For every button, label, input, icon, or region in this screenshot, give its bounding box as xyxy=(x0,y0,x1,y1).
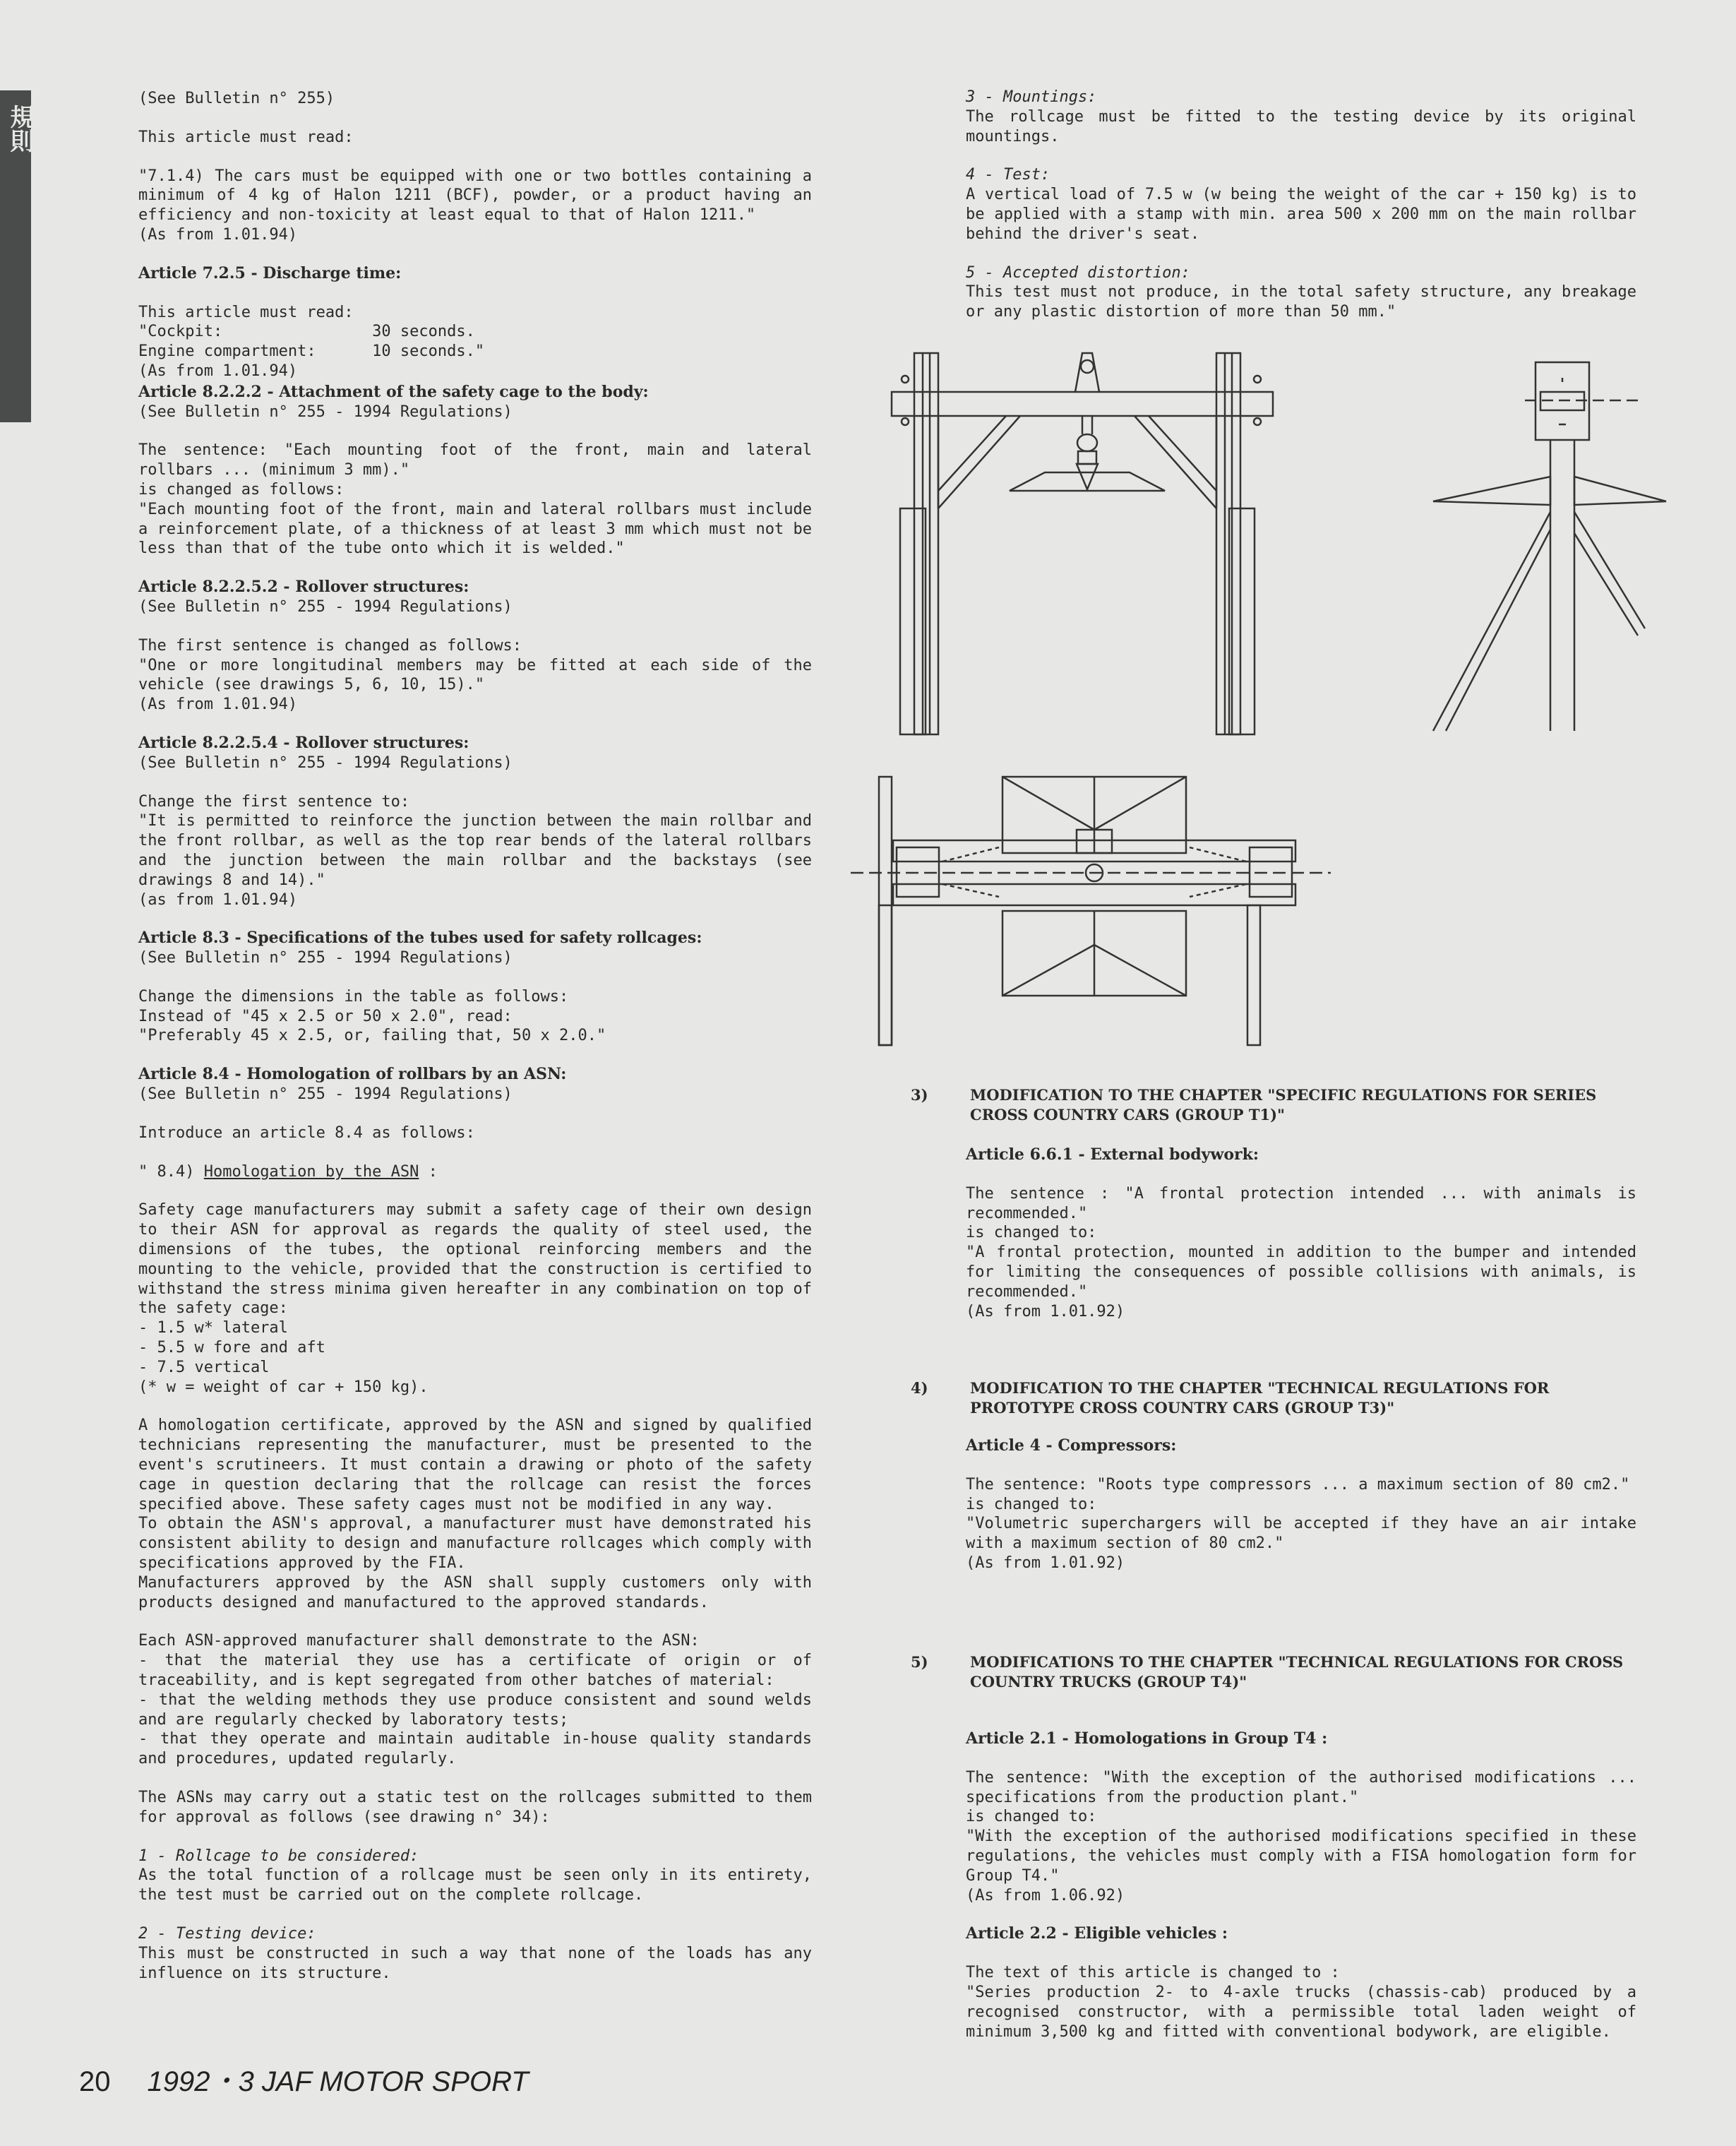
paragraph: (See Bulletin n° 255 - 1994 Regulations) xyxy=(138,949,513,967)
article-heading: Article 8.4 - Homologation of rollbars by an ASN: xyxy=(138,1065,567,1084)
italic-subheading: 2 - Testing device: xyxy=(138,1924,316,1943)
section-title: MODIFICATIONS TO THE CHAPTER "TECHNICAL REGULATIONS FOR CROSS COUNTRY TRUCKS (GROUP T4)" xyxy=(970,1653,1624,1691)
article-heading: Article 2.1 - Homologations in Group T4 : xyxy=(966,1729,1328,1748)
paragraph: The text of this article is changed to : "Series production 2- to 4-axle trucks (chassis-cab) produced by a recognised constructor, with a permissible total laden weight of minimum 3,500 kg and fitted with conventional bodywork, are eligible. xyxy=(966,1964,1636,2041)
underlined-heading: Homologation by the ASN xyxy=(203,1162,419,1181)
paragraph: Change the dimensions in the table as follows: Instead of "45 x 2.5 or 50 x 2.0", read: "Preferably 45 x 2.5, or, failing that, 50 x 2.0." xyxy=(138,987,606,1045)
paragraph: Safety cage manufacturers may submit a safety cage of their own design to their ASN for approval as regards the quality of steel used, the dimensions of the tubes, the optional reinforcing members and the mounting to the vehicle, provided that the construction is certified to withstand the stress minima given hereafter in any combination on top of the safety cage: - 1.5 w* lateral - 5.5 w fore and aft - 7.5 vertical (* w = weight of car + 150 kg). xyxy=(138,1201,812,1396)
paragraph: This article must read: xyxy=(138,128,354,146)
paragraph: (See Bulletin n° 255 - 1994 Regulations) xyxy=(138,753,513,772)
paragraph: "7.1.4) The cars must be equipped with one or two bottles containing a minimum of 4 kg of Halon 1211 (BCF), powder, or a product having an efficiency and non-toxicity at least equal to that of Halon 1211." (As from 1.01.94) xyxy=(138,167,812,244)
italic-subheading: 4 - Test: xyxy=(966,166,1050,184)
paragraph: The sentence : "A frontal protection intended ... with animals is recommended." is changed to: "A frontal protection, mounted in addition to the bumper and intended for limiting the consequences of possible collisions with animals, is recommended." (As from 1.01.92) xyxy=(966,1184,1636,1321)
side-tab-label: 規則 xyxy=(6,105,34,153)
paragraph: As the total function of a rollcage must be seen only in its entirety, the test must be carried out on the complete rollcage. xyxy=(138,1866,822,1904)
article-heading: Article 8.2.2.5.2 - Rollover structures: xyxy=(138,578,469,597)
text: : xyxy=(419,1162,438,1181)
paragraph: The sentence: "Each mounting foot of the front, main and lateral rollbars ... (minimum 3 mm)." is changed as follows: "Each mounting foot of the front, main and lateral rollbars must include a reinforcement plate, of a thickness of at least 3 mm which must not be less than that of the tube onto which it is welded." xyxy=(138,441,812,558)
article-heading: Article 8.2.2.2 - Attachment of the safety cage to the body: xyxy=(138,382,649,401)
paragraph: (See Bulletin n° 255 - 1994 Regulations) xyxy=(138,597,513,616)
article-heading: Article 2.2 - Eligible vehicles : xyxy=(966,1924,1228,1943)
paragraph: The rollcage must be fitted to the testing device by its original mountings. xyxy=(966,107,1646,145)
paragraph: Introduce an article 8.4 as follows: xyxy=(138,1123,475,1142)
section-title: MODIFICATION TO THE CHAPTER "SPECIFIC REGULATIONS FOR SERIES CROSS COUNTRY CARS (GROUP T1)" xyxy=(970,1086,1597,1123)
section-number: 5) xyxy=(911,1653,928,1671)
section-3-body xyxy=(966,1145,1636,1340)
paragraph: A homologation certificate, approved by the ASN and signed by qualified technicians representing the manufacturer, must be presented to the event's scrutineers. It must contain a drawing or photo of the safety cage in question declaring that the rollcage can resist the forces specified above. These safety cages must not be modified in any way. To obtain the ASN's approval, a manufacturer must have demonstrated his consistent ability to design and manufacture rollcages which comply with specifications approved by the FIA. Manufacturers approved by the ASN shall supply customers only with products designed and manufactured to the approved standards. xyxy=(138,1417,812,1611)
page-number: 20 xyxy=(79,2066,111,2097)
article-heading: Article 6.6.1 - External bodywork: xyxy=(966,1145,1259,1164)
paragraph: Each ASN-approved manufacturer shall demonstrate to the ASN: - that the material they use has a certificate of origin or of traceability, and is kept segregated from other batches of material: - that the welding methods they use produce consistent and sound welds and are regularly checked by laboratory tests; - that they operate and maintain auditable in-house quality standards and procedures, updated regularly. xyxy=(138,1632,812,1768)
paragraph: This test must not produce, in the total safety structure, any breakage or any plastic distortion of more than 50 mm." xyxy=(966,283,1646,321)
paragraph: The ASNs may carry out a static test on the rollcages submitted to them for approval as follows (see drawing n° 34): xyxy=(138,1788,822,1826)
paragraph: (See Bulletin n° 255 - 1994 Regulations) xyxy=(138,1085,513,1104)
article-heading: Article 8.2.2.5.4 - Rollover structures: xyxy=(138,733,469,752)
rollcage-test-rig-side-view xyxy=(1426,357,1673,738)
section-number: 4) xyxy=(911,1379,928,1397)
rollcage-test-rig-plan-view xyxy=(851,770,1331,1052)
section-number: 3) xyxy=(911,1086,928,1104)
paragraph: The first sentence is changed as follows: "One or more longitudinal members may be fitted at each side of the vehicle (see drawings 5, 6, 10, 15)." (As from 1.01.94) xyxy=(138,636,812,714)
right-column-top xyxy=(966,88,1646,341)
article-heading: Article 7.2.5 - Discharge time: xyxy=(138,263,402,282)
italic-subheading: 3 - Mountings: xyxy=(966,88,1097,106)
article-heading: Article 4 - Compressors: xyxy=(966,1436,1177,1455)
article-heading: Article 8.3 - Specifications of the tubes used for safety rollcages: xyxy=(138,929,702,948)
section-5-body xyxy=(966,1729,1636,2061)
paragraph: (See Bulletin n° 255) xyxy=(138,90,335,107)
section-4-body xyxy=(966,1436,1636,1592)
publication-title: 1992・3 JAF MOTOR SPORT xyxy=(147,2066,529,2097)
side-tab xyxy=(0,90,34,422)
paragraph: The sentence: "Roots type compressors ... a maximum section of 80 cm2." is changed to: "Volumetric superchargers will be accepted if they have an air intake with a maximum section of 80 cm2." (As from 1.01.92) xyxy=(966,1475,1636,1572)
italic-subheading: 5 - Accepted distortion: xyxy=(966,263,1190,282)
paragraph: This article must read: "Cockpit: 30 seconds. Engine compartment: 10 seconds." (As from 1.01.94) xyxy=(138,303,485,380)
paragraph: Change the first sentence to: "It is permitted to reinforce the junction between the main rollbar and the front rollbar, as well as the top rear bends of the lateral rollbars and the junction between the main rollbar and the backstays (see drawings 8 and 14)." (as from 1.01.94) xyxy=(138,792,812,909)
paragraph: (See Bulletin n° 255 - 1994 Regulations) xyxy=(138,403,513,421)
paragraph: This must be constructed in such a way that none of the loads has any influence on its structure. xyxy=(138,1944,822,1982)
rollcage-test-rig-front-view xyxy=(886,350,1281,738)
text: " 8.4) xyxy=(138,1162,204,1181)
italic-subheading: 1 - Rollcage to be considered: xyxy=(138,1847,419,1865)
section-title: MODIFICATION TO THE CHAPTER "TECHNICAL REGULATIONS FOR PROTOTYPE CROSS COUNTRY CARS (GROUP T3)" xyxy=(970,1379,1550,1417)
paragraph: The sentence: "With the exception of the authorised modifications ... specifications from the production plant." is changed to: "With the exception of the authorised modifications specified in these regulations, the vehicles must comply with a FISA homologation form for Group T4." (As from 1.06.92) xyxy=(966,1768,1636,1904)
left-column xyxy=(138,89,822,2002)
paragraph xyxy=(138,1162,812,1182)
page-footer xyxy=(79,2059,529,2099)
paragraph: A vertical load of 7.5 w (w being the weight of the car + 150 kg) is to be applied with a stamp with min. area 500 x 200 mm on the main rollbar behind the driver's seat. xyxy=(966,186,1646,243)
